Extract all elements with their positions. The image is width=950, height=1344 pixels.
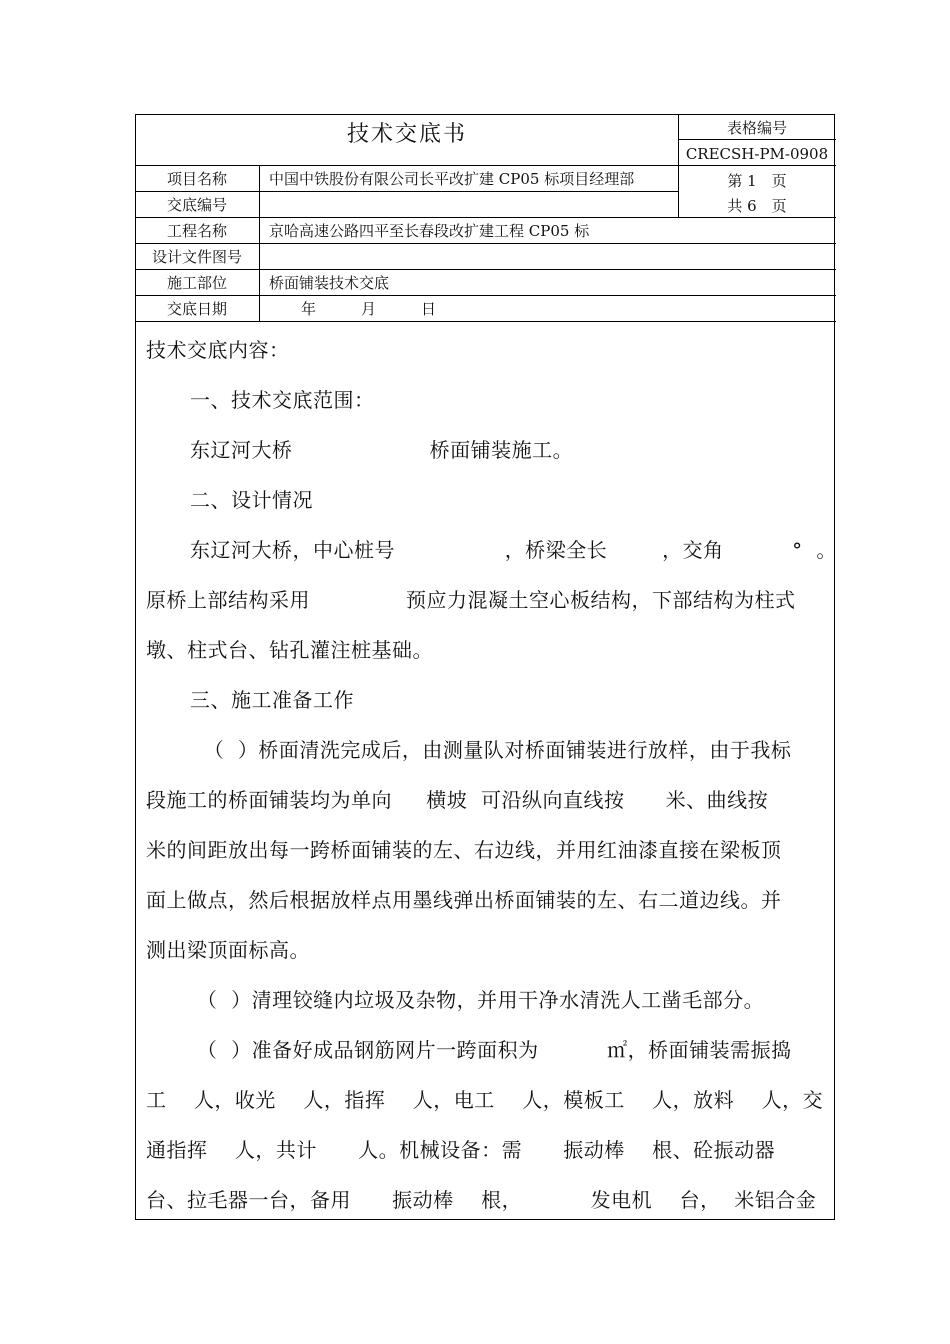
- divider: [136, 321, 836, 322]
- content-line: （ ）清理铰缝内垃圾及杂物，并用干净水清洗人工凿毛部分。: [190, 988, 765, 1012]
- field-value-disclosure-date: 年 月 日: [301, 300, 437, 318]
- form-number: CRECSH-PM-0908: [685, 145, 829, 163]
- content-line: 台、拉毛器一台，备用 振动棒 根， 发电机 台， 米铝合金: [146, 1188, 817, 1212]
- content-line: 一、技术交底范围：: [190, 388, 375, 412]
- content-line: 面上做点，然后根据放样点用墨线弹出桥面铺装的左、右二道边线。并: [146, 888, 782, 912]
- field-value-project: 京哈高速公路四平至长春段改扩建工程 CP05 标: [269, 222, 590, 240]
- field-label-construction-part: 施工部位: [166, 274, 227, 292]
- field-label-disclosure-date: 交底日期: [166, 300, 227, 318]
- field-label-disclosure-no: 交底编号: [166, 196, 227, 214]
- content-heading: 技术交底内容：: [146, 338, 290, 362]
- field-value-construction-part: 桥面铺装技术交底: [269, 274, 390, 292]
- field-value-project-name: 中国中铁股份有限公司长平改扩建 CP05 标项目经理部: [269, 170, 635, 188]
- divider: [136, 295, 836, 296]
- page-total: 共 6 页: [727, 197, 787, 215]
- content-line: 三、施工准备工作: [190, 688, 354, 712]
- disclosure-content: [146, 325, 837, 1225]
- content-line: 东辽河大桥，中心桩号 ，桥梁全长 ，交角 ° 。: [190, 538, 837, 562]
- content-line: 通指挥 人，共计 人。机械设备：需 振动棒 根、砼振动器: [146, 1138, 776, 1162]
- content-line: 测出梁顶面标高。: [146, 938, 310, 962]
- content-line: 米的间距放出每一跨桥面铺装的左、右边线，并用红油漆直接在梁板顶: [146, 838, 782, 862]
- content-line: 段施工的桥面铺装均为单向 横坡 可沿纵向直线按 米、曲线按: [146, 788, 769, 812]
- form-title: 技术交底书: [346, 122, 467, 147]
- content-line: （ ）准备好成品钢筋网片一跨面积为 ㎡，桥面铺装需振捣: [190, 1038, 792, 1062]
- divider: [136, 243, 836, 244]
- form-number-label: 表格编号: [726, 119, 787, 137]
- technical-disclosure-form: [135, 114, 835, 1220]
- content-line: 二、设计情况: [190, 488, 313, 512]
- divider: [678, 139, 836, 140]
- content-line: 东辽河大桥 桥面铺装施工。: [190, 438, 574, 462]
- field-label-drawing-no: 设计文件图号: [151, 248, 242, 266]
- content-line: 原桥上部结构采用 预应力混凝土空心板结构，下部结构为柱式: [146, 588, 796, 612]
- divider: [136, 191, 678, 192]
- divider: [136, 217, 836, 218]
- divider: [136, 269, 836, 270]
- content-line: （ ）桥面清洗完成后，由测量队对桥面铺装进行放样，由于我标: [190, 738, 792, 762]
- content-line: 墩、柱式台、钻孔灌注桩基础。: [146, 638, 433, 662]
- divider: [136, 165, 836, 166]
- field-label-project-name: 项目名称: [166, 170, 227, 188]
- field-label-project: 工程名称: [166, 222, 227, 240]
- page-current: 第 1 页: [727, 172, 787, 190]
- divider: [259, 165, 260, 321]
- content-line: 工 人，收光 人，指挥 人，电工 人，模板工 人，放料 人，交: [146, 1088, 824, 1112]
